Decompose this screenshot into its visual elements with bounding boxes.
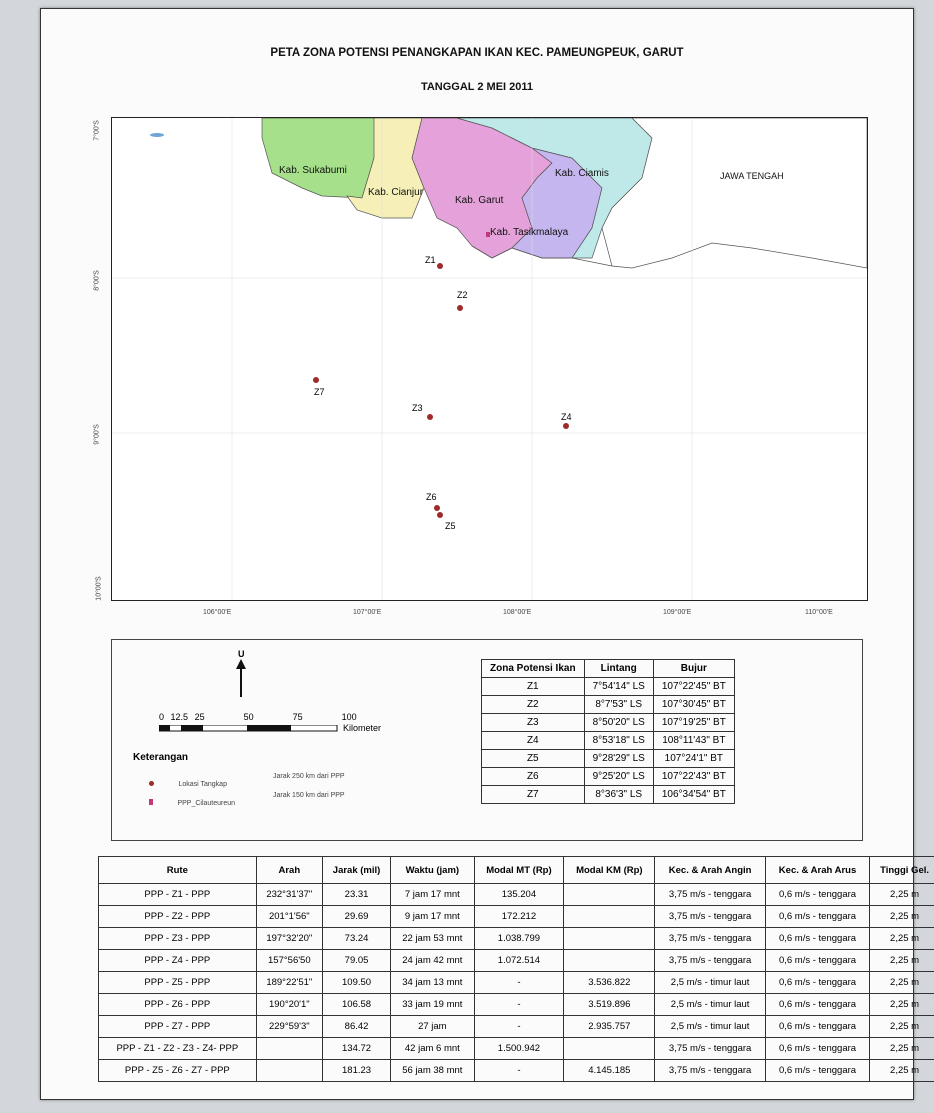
legend-item-lokasi: Lokasi Tangkap xyxy=(149,773,227,791)
route-table-cell: PPP - Z5 - PPP xyxy=(99,972,257,994)
zone-table-cell: 7°54'14" LS xyxy=(584,678,653,696)
x-tick-2: 107°00'E xyxy=(353,609,382,616)
zone-table-cell: Z2 xyxy=(482,696,585,714)
route-table-cell: 34 jam 13 mnt xyxy=(391,972,474,994)
route-table-header: Kec. & Arah Arus xyxy=(765,857,869,884)
route-table-row xyxy=(99,1038,934,1060)
zone-table-cell: 8°36'3" LS xyxy=(584,786,653,804)
route-table-cell: 2,5 m/s - timur laut xyxy=(655,972,766,994)
route-table-cell: 2,25 m xyxy=(870,884,934,906)
zone-table-cell: Z1 xyxy=(482,678,585,696)
zone-table-cell: Z5 xyxy=(482,750,585,768)
route-table-cell: 3.519.896 xyxy=(564,994,655,1016)
route-table-cell: - xyxy=(474,1060,564,1082)
route-table-cell: 0,6 m/s - tenggara xyxy=(765,884,869,906)
route-table-row xyxy=(99,994,934,1016)
route-table-header: Modal MT (Rp) xyxy=(474,857,564,884)
route-table-cell: 1.072.514 xyxy=(474,950,564,972)
zone-table-header: Lintang xyxy=(584,660,653,678)
route-table-cell: 0,6 m/s - tenggara xyxy=(765,1060,869,1082)
route-table-cell: - xyxy=(474,972,564,994)
route-table-row xyxy=(99,906,934,928)
route-table-cell: 86.42 xyxy=(322,1016,390,1038)
route-table-cell: 29.69 xyxy=(322,906,390,928)
route-table-header: Rute xyxy=(99,857,257,884)
x-tick-5: 110°00'E xyxy=(805,609,833,616)
legend-note-2: Jarak 150 km dari PPP xyxy=(273,792,345,799)
route-table-cell: 106.58 xyxy=(322,994,390,1016)
zone-coordinates-table xyxy=(481,659,735,804)
route-table-cell: 2,25 m xyxy=(870,994,934,1016)
route-table-cell xyxy=(256,1060,322,1082)
zone-table-row xyxy=(482,750,735,768)
route-table-cell: 56 jam 38 mnt xyxy=(391,1060,474,1082)
zone-z4 xyxy=(561,412,572,429)
route-table-cell: 4.145.185 xyxy=(564,1060,655,1082)
lokasi-dot-icon xyxy=(149,781,154,786)
zone-table-row xyxy=(482,768,735,786)
route-table-cell: 3,75 m/s - tenggara xyxy=(655,950,766,972)
zone-table-cell: 8°53'18" LS xyxy=(584,732,653,750)
legend-heading: Keterangan xyxy=(133,752,189,763)
map-frame xyxy=(111,117,868,601)
zone-table-header: Bujur xyxy=(653,660,734,678)
region-sukabumi xyxy=(262,118,382,198)
route-table-row xyxy=(99,972,934,994)
route-table-cell: - xyxy=(474,1016,564,1038)
zone-table-cell: 9°25'20" LS xyxy=(584,768,653,786)
map-svg xyxy=(112,118,867,600)
route-table-cell: 189°22'51" xyxy=(256,972,322,994)
route-table-cell: 3,75 m/s - tenggara xyxy=(655,1060,766,1082)
route-table-cell: 2,25 m xyxy=(870,1060,934,1082)
route-table-header: Arah xyxy=(256,857,322,884)
route-table-cell: 24 jam 42 mnt xyxy=(391,950,474,972)
scale-bar xyxy=(159,725,339,733)
route-table-cell: 0,6 m/s - tenggara xyxy=(765,972,869,994)
route-table-cell: 0,6 m/s - tenggara xyxy=(765,906,869,928)
route-table-cell xyxy=(564,1038,655,1060)
route-table-cell: 2,25 m xyxy=(870,928,934,950)
route-table-cell: PPP - Z6 - PPP xyxy=(99,994,257,1016)
route-table-cell: 79.05 xyxy=(322,950,390,972)
y-tick-4: 10°00'S xyxy=(95,576,103,601)
north-label: U xyxy=(238,649,245,659)
route-table-cell: 232°31'37" xyxy=(256,884,322,906)
zone-table-cell: 107°30'45" BT xyxy=(653,696,734,714)
zone-table-cell: Z6 xyxy=(482,768,585,786)
svg-text:Z1: Z1 xyxy=(425,255,436,265)
x-tick-3: 108°00'E xyxy=(503,609,532,616)
route-table-cell: 229°59'3" xyxy=(256,1016,322,1038)
zone-table-cell: 107°22'43" BT xyxy=(653,768,734,786)
route-table xyxy=(98,856,934,1082)
route-table-cell: 3,75 m/s - tenggara xyxy=(655,1038,766,1060)
route-table-cell: 73.24 xyxy=(322,928,390,950)
route-table-cell: 0,6 m/s - tenggara xyxy=(765,1038,869,1060)
zone-z1 xyxy=(425,255,443,269)
svg-text:Z4: Z4 xyxy=(561,412,572,422)
route-table-cell: 0,6 m/s - tenggara xyxy=(765,994,869,1016)
zone-table-row xyxy=(482,696,735,714)
zone-table-cell: 107°24'1" BT xyxy=(653,750,734,768)
svg-text:Z6: Z6 xyxy=(426,492,437,502)
route-table-cell xyxy=(564,950,655,972)
route-table-cell: 1.038.799 xyxy=(474,928,564,950)
zone-z3 xyxy=(412,403,433,420)
route-table-cell: PPP - Z4 - PPP xyxy=(99,950,257,972)
svg-text:Z7: Z7 xyxy=(314,387,325,397)
route-table-cell: 0,6 m/s - tenggara xyxy=(765,928,869,950)
zone-table-row xyxy=(482,678,735,696)
route-table-cell: 1.500.942 xyxy=(474,1038,564,1060)
route-table-cell: 3,75 m/s - tenggara xyxy=(655,906,766,928)
x-tick-4: 109°00'E xyxy=(663,609,692,616)
route-table-cell: 3,75 m/s - tenggara xyxy=(655,928,766,950)
route-table-cell: 2,25 m xyxy=(870,1038,934,1060)
zone-table-cell: 107°19'25" BT xyxy=(653,714,734,732)
route-table-cell: 109.50 xyxy=(322,972,390,994)
zone-table-cell: 8°7'53" LS xyxy=(584,696,653,714)
route-table-row xyxy=(99,884,934,906)
route-table-row xyxy=(99,950,934,972)
route-table-cell: 190°20'1" xyxy=(256,994,322,1016)
zone-z6 xyxy=(426,492,440,511)
route-table-cell: 2,5 m/s - timur laut xyxy=(655,1016,766,1038)
route-table-cell xyxy=(564,884,655,906)
route-table-cell: 134.72 xyxy=(322,1038,390,1060)
route-table-cell: 3.536.822 xyxy=(564,972,655,994)
route-table-cell: PPP - Z2 - PPP xyxy=(99,906,257,928)
route-table-row xyxy=(99,1060,934,1082)
scale-unit: Kilometer xyxy=(343,723,382,733)
route-table-cell: 2,5 m/s - timur laut xyxy=(655,994,766,1016)
y-tick-1: 7°00'S xyxy=(93,120,101,141)
route-table-cell: 201°1'56" xyxy=(256,906,322,928)
zone-table-cell: Z4 xyxy=(482,732,585,750)
route-table-cell: 135.204 xyxy=(474,884,564,906)
route-table-cell: - xyxy=(474,994,564,1016)
route-table-cell xyxy=(564,928,655,950)
map-date: TANGGAL 2 MEI 2011 xyxy=(420,81,534,93)
zone-table-row xyxy=(482,714,735,732)
label-garut: Kab. Garut xyxy=(455,195,504,206)
y-tick-3: 9°00'S xyxy=(93,424,101,445)
zone-table-row xyxy=(482,732,735,750)
scale-labels: 0 12.5 25 50 75 100 xyxy=(159,712,357,722)
route-table-cell: 157°56'50 xyxy=(256,950,322,972)
route-table-cell: 2,25 m xyxy=(870,1016,934,1038)
zone-table-row xyxy=(482,786,735,804)
route-table-cell: 181.23 xyxy=(322,1060,390,1082)
legend-item-ppp: PPP_Cilauteureun xyxy=(149,792,235,810)
north-arrow-icon xyxy=(233,659,249,699)
zone-table-cell: 108°11'43" BT xyxy=(653,732,734,750)
ppp-marker-icon xyxy=(149,799,153,805)
route-table-cell: 23.31 xyxy=(322,884,390,906)
zone-table-cell: 106°34'54" BT xyxy=(653,786,734,804)
label-tasikmalaya: Kab. Tasikmalaya xyxy=(490,227,569,238)
zone-table-header: Zona Potensi Ikan xyxy=(482,660,585,678)
route-table-header: Waktu (jam) xyxy=(391,857,474,884)
route-table-cell: 2,25 m xyxy=(870,906,934,928)
route-table-cell: 27 jam xyxy=(391,1016,474,1038)
zone-z2 xyxy=(457,290,468,311)
label-ciamis: Kab. Ciamis xyxy=(555,168,609,179)
svg-text:Z5: Z5 xyxy=(445,521,456,531)
route-table-header: Tinggi Gel. xyxy=(870,857,934,884)
route-table-header: Modal KM (Rp) xyxy=(564,857,655,884)
zone-table-cell: Z7 xyxy=(482,786,585,804)
route-table-cell: 0,6 m/s - tenggara xyxy=(765,950,869,972)
route-table-row xyxy=(99,928,934,950)
route-table-cell: 3,75 m/s - tenggara xyxy=(655,884,766,906)
svg-text:Z2: Z2 xyxy=(457,290,468,300)
y-tick-2: 8°00'S xyxy=(93,270,101,291)
route-table-cell: PPP - Z1 - Z2 - Z3 - Z4- PPP xyxy=(99,1038,257,1060)
route-table-cell: 9 jam 17 mnt xyxy=(391,906,474,928)
route-table-cell xyxy=(564,906,655,928)
zone-z7 xyxy=(313,377,325,397)
map-title: PETA ZONA POTENSI PENANGKAPAN IKAN KEC. PAMEUNGPEUK, GARUT xyxy=(270,47,684,59)
svg-text:Z3: Z3 xyxy=(412,403,423,413)
route-table-cell: 2,25 m xyxy=(870,972,934,994)
route-table-cell: 33 jam 19 mnt xyxy=(391,994,474,1016)
zone-table-cell: Z3 xyxy=(482,714,585,732)
route-table-header: Kec. & Arah Angin xyxy=(655,857,766,884)
route-table-row xyxy=(99,1016,934,1038)
zone-table-cell: 8°50'20" LS xyxy=(584,714,653,732)
route-table-cell: 0,6 m/s - tenggara xyxy=(765,1016,869,1038)
route-table-cell: 2,25 m xyxy=(870,950,934,972)
document-page xyxy=(40,8,930,1100)
zone-table-cell: 107°22'45" BT xyxy=(653,678,734,696)
route-table-cell: 2.935.757 xyxy=(564,1016,655,1038)
route-table-header: Jarak (mil) xyxy=(322,857,390,884)
route-table-cell: PPP - Z3 - PPP xyxy=(99,928,257,950)
x-tick-1: 106°00'E xyxy=(203,609,232,616)
zone-table-cell: 9°28'29" LS xyxy=(584,750,653,768)
ppp-marker xyxy=(486,232,490,237)
route-table-cell: 197°32'20" xyxy=(256,928,322,950)
label-cianjur: Kab. Cianjur xyxy=(368,187,424,198)
route-table-cell: PPP - Z7 - PPP xyxy=(99,1016,257,1038)
route-table-cell: 42 jam 6 mnt xyxy=(391,1038,474,1060)
route-table-cell: PPP - Z5 - Z6 - Z7 - PPP xyxy=(99,1060,257,1082)
route-table-cell: PPP - Z1 - PPP xyxy=(99,884,257,906)
route-table-cell: 172.212 xyxy=(474,906,564,928)
label-jawa-tengah: JAWA TENGAH xyxy=(720,171,784,181)
legend-note-1: Jarak 250 km dari PPP xyxy=(273,773,345,780)
zone-z5 xyxy=(437,512,456,531)
route-table-cell: 22 jam 53 mnt xyxy=(391,928,474,950)
label-sukabumi: Kab. Sukabumi xyxy=(279,165,347,176)
route-table-cell: 7 jam 17 mnt xyxy=(391,884,474,906)
route-table-cell xyxy=(256,1038,322,1060)
